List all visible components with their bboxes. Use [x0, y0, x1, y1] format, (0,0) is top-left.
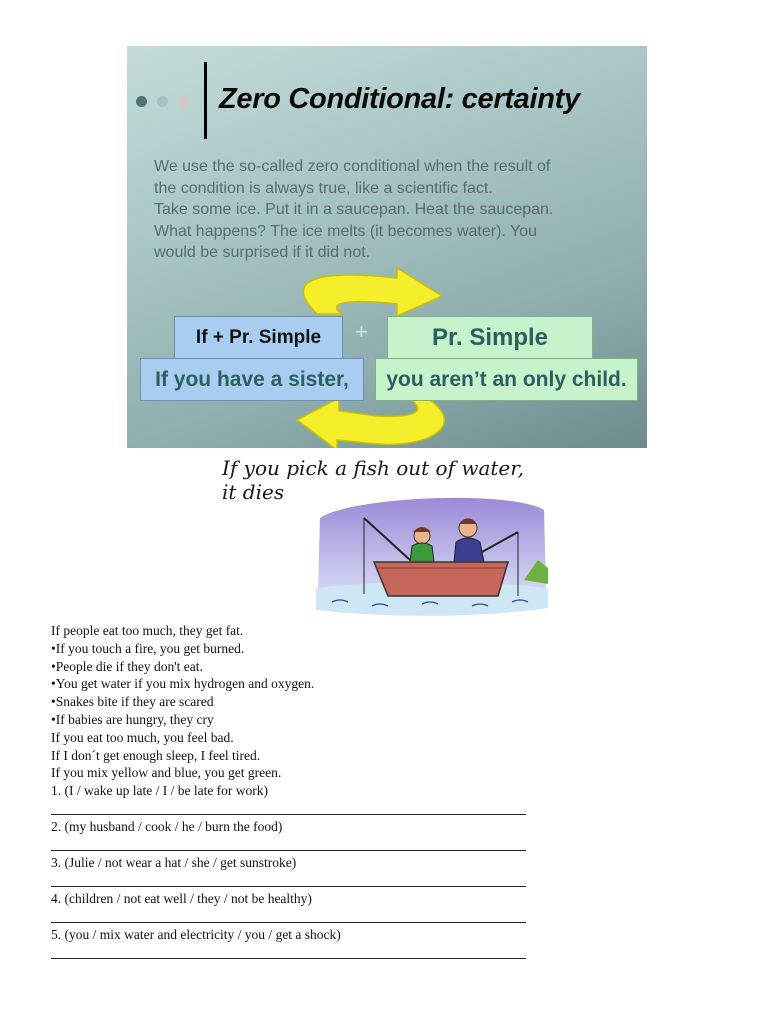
exercise-item [51, 782, 551, 818]
example-sentence: •If babies are hungry, they cry [51, 711, 214, 727]
exercise-prompt: 4. (children / not eat well / they / not be healthy) [51, 891, 312, 906]
example-sentence: •If you touch a fire, you get burned. [51, 640, 245, 656]
slide-body-line: would be surprised if it did not. [154, 244, 371, 261]
slide-body-line: We use the so-called zero conditional when the result of [154, 158, 551, 175]
example-sentence: If I don´t get enough sleep, I feel tired. [51, 747, 261, 763]
example-sentence: If people eat too much, they get fat. [51, 623, 244, 638]
plus-sign: + [355, 319, 368, 344]
answer-line[interactable] [51, 850, 526, 851]
example-sentence: •You get water if you mix hydrogen and oxygen. [51, 676, 315, 692]
answer-line[interactable] [51, 922, 526, 923]
exercise-prompt: 5. (you / mix water and electricity / you / get a shock) [51, 927, 341, 942]
exercise-item [51, 926, 551, 962]
exercise-prompt: 2. (my husband / cook / he / burn the food) [51, 819, 283, 834]
example-if-box: If you have a sister, [140, 358, 364, 401]
if-clause-box: If + Pr. Simple [174, 316, 343, 360]
exercise-item [51, 818, 551, 854]
slide-body-line: What happens? The ice melts (it becomes water). You [154, 222, 538, 240]
example-result-box: you aren’t an only child. [375, 358, 638, 401]
slide-title: Zero Conditional: certainty [219, 83, 580, 115]
slide-panel [127, 46, 647, 448]
answer-line[interactable] [51, 814, 526, 815]
examples-list [51, 622, 571, 782]
exercise-prompt: 1. (I / wake up late / I / be late for work) [51, 783, 269, 798]
answer-line[interactable] [51, 958, 526, 959]
example-sentence: If you eat too much, you feel bad. [51, 729, 234, 745]
exercise-item [51, 890, 551, 926]
slide-body-line: Take some ice. Put it in a saucepan. Heat the saucepan. [154, 201, 554, 218]
fish-caption-line: If you pick a fish out of water, [222, 456, 524, 480]
exercise-item [51, 854, 551, 890]
example-sentence: If you mix yellow and blue, you get green. [51, 765, 282, 781]
answer-line[interactable] [51, 886, 526, 887]
result-clause-box: Pr. Simple [387, 316, 593, 360]
example-sentence: •Snakes bite if they are scared [51, 694, 214, 710]
fish-caption-line: it dies [222, 480, 285, 504]
exercise-list [51, 782, 551, 962]
fishing-boat-icon [312, 488, 550, 622]
example-sentence: •People die if they don't eat. [51, 658, 203, 674]
slide-body-line: the condition is always true, like a scientific fact. [154, 179, 493, 197]
exercise-prompt: 3. (Julie / not wear a hat / she / get sunstroke) [51, 855, 297, 870]
